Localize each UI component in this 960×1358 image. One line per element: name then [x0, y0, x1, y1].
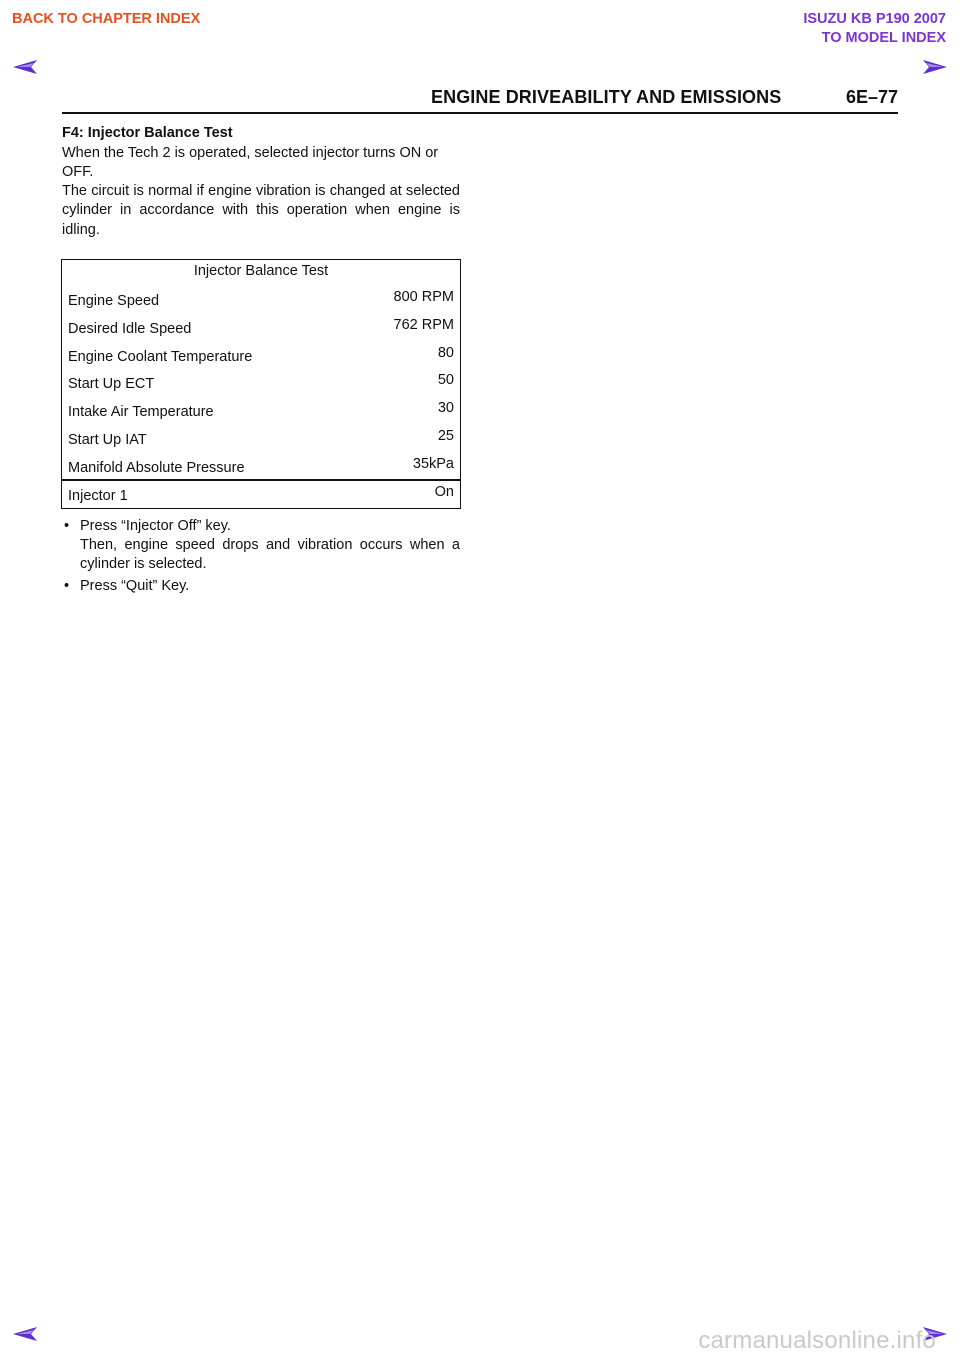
bullet-subtext: Then, engine speed drops and vibration occurs when a cylinder is selected. [80, 537, 460, 572]
previous-page-left-arrow-icon-bottom[interactable] [12, 1326, 38, 1342]
list-item [62, 577, 460, 597]
table-row-value: 35kPa [412, 456, 454, 472]
table-row-value: 50 [437, 372, 454, 388]
to-model-index-link[interactable]: TO MODEL INDEX [821, 30, 946, 46]
model-title-link[interactable]: ISUZU KB P190 2007 [803, 11, 946, 27]
bullet-text: Press “Quit” Key. [80, 578, 190, 594]
bullet-mark: • [64, 518, 70, 534]
table-row-label: Manifold Absolute Pressure [68, 460, 245, 476]
table-title: Injector Balance Test [193, 263, 329, 279]
paragraph-normal-condition: The circuit is normal if engine vibration is changed at selected cylinder in accordance with this operation when engine is idling. [62, 183, 460, 238]
next-page-right-arrow-icon[interactable] [922, 59, 948, 75]
bullet-mark: • [64, 578, 70, 594]
section-heading: F4: Injector Balance Test [62, 125, 233, 141]
table-row-label: Desired Idle Speed [68, 321, 192, 337]
watermark-text: carmanualsonline.info [698, 1327, 936, 1354]
table-row-value: 762 RPM [393, 317, 454, 333]
table-divider [62, 479, 460, 481]
page-number: 6E–77 [845, 87, 898, 107]
table-row-label: Engine Speed [68, 293, 160, 309]
previous-page-left-arrow-icon[interactable] [12, 59, 38, 75]
table-row-value: 25 [437, 428, 454, 444]
table-row-label: Engine Coolant Temperature [68, 349, 253, 365]
table-row-label: Injector 1 [68, 488, 128, 504]
table-row-label: Start Up ECT [68, 376, 155, 392]
paragraph-operation: When the Tech 2 is operated, selected injector turns ON or OFF. [62, 145, 439, 181]
list-item [62, 517, 460, 573]
table-row-label: Intake Air Temperature [68, 404, 214, 420]
table-row-value: 30 [437, 400, 454, 416]
table-row-value: On [434, 484, 454, 500]
header-rule [62, 112, 898, 114]
table-row-value: 80 [437, 345, 454, 361]
bullet-text: Press “Injector Off” key. [80, 518, 231, 534]
injector-balance-test-table [61, 259, 461, 509]
table-row-value: 800 RPM [393, 289, 454, 305]
page-header-title: ENGINE DRIVEABILITY AND EMISSIONS [431, 87, 782, 107]
table-row-label: Start Up IAT [68, 432, 147, 448]
back-to-chapter-index-link[interactable]: BACK TO CHAPTER INDEX [12, 11, 201, 27]
